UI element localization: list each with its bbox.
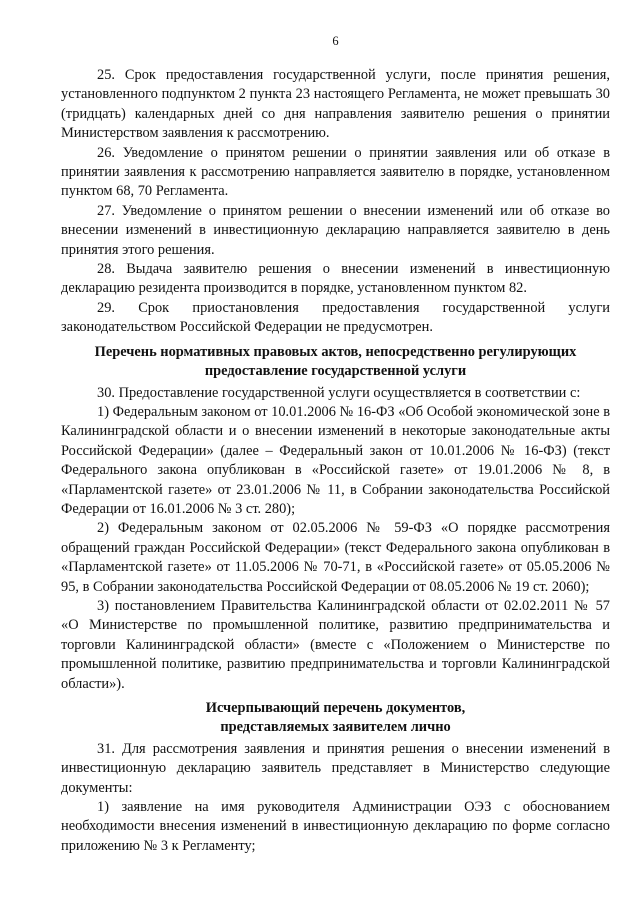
- section-documents: [61, 740, 610, 856]
- paragraph-27: 27. Уведомление о принятом решении о внесении изменений или об отказе во внесении изменений в инвестиционную декларацию направляется заявителю в день принятия этого решения.: [61, 202, 610, 258]
- heading-line: Перечень нормативных правовых актов, непосредственно регулирующих: [94, 343, 577, 360]
- document-item-1: 1) заявление на имя руководителя Администрации ОЭЗ с обоснованием необходимости внесения изменений в инвестиционную декларацию по форме согласно приложению № 3 к Регламенту;: [61, 799, 610, 854]
- paragraph-30: 30. Предоставление государственной услуги осуществляется в соответствии с:: [97, 384, 581, 401]
- paragraph-31: 31. Для рассмотрения заявления и принятия решения о внесении изменений в инвестиционную декларацию заявитель представляет в Министерство следующие документы:: [61, 740, 610, 796]
- heading-line: представляемых заявителем лично: [220, 719, 451, 736]
- paragraph-28: 28. Выдача заявителю решения о внесении изменений в инвестиционную декларацию резидента производится в порядке, установленном пунктом 82.: [61, 261, 610, 297]
- section-legal-acts: [61, 384, 610, 695]
- legal-act-item-3: 3) постановлением Правительства Калининградской области от 02.02.2011 № 57 «О Министерстве по промышленной политике, развитию предпринимательства и торговли Калининградской области» (вместе с «Положением о Министерстве по промышленной политике, развитию предпринимательства и торговли Калининградской области»).: [61, 597, 610, 692]
- paragraph-25: 25. Срок предоставления государственной услуги, после принятия решения, установленного подпунктом 2 пункта 23 настоящего Регламента, не может превышать 30 (тридцать) календарных дней со дня направления заявителю решения о принятии Министерством заявления к рассмотрению.: [61, 67, 610, 142]
- page-number: 6: [332, 34, 339, 48]
- heading-line: Исчерпывающий перечень документов,: [205, 700, 466, 716]
- paragraph-26: 26. Уведомление о принятом решении о принятии заявления или об отказе в принятии заявления к рассмотрению направляется заявителю в порядке, установленном пунктом 68, 70 Регламента.: [61, 144, 610, 200]
- heading-line: предоставление государственной услуги: [204, 363, 467, 380]
- paragraph-29: 29. Срок приостановления предоставления государственной услуги законодательством Российской Федерации не предусмотрен.: [61, 299, 610, 336]
- section-service-terms: [61, 66, 610, 338]
- legal-act-item-1: 1) Федеральным законом от 10.01.2006 № 16-ФЗ «Об Особой экономической зоне в Калининградской области и о внесении изменений в некоторые законодательные акты Российской Федерации» (далее – Федеральный закон от 10.01.2006 № 16-ФЗ) (текст Федерального закона опубликован в «Российской газете» от 19.01.2006 № 8, в «Парламентской газете» от 23.01.2006 № 11, в Собрании законодательства Российской Федерации от 16.01.2006 № 3 ст. 280);: [61, 403, 610, 517]
- section-heading-legal-acts: [61, 338, 610, 384]
- section-heading-documents: [61, 694, 610, 740]
- legal-act-item-2: 2) Федеральным законом от 02.05.2006 № 59-ФЗ «О порядке рассмотрения обращений граждан Российской Федерации» (текст Федерального закона опубликован в «Парламентской газете» от 11.05.2006 № 70-71, в «Российской газете» от 05.05.2006 № 95, в Собрании законодательства Российской Федерации от 08.05.2006 № 19 ст. 2060);: [61, 520, 610, 595]
